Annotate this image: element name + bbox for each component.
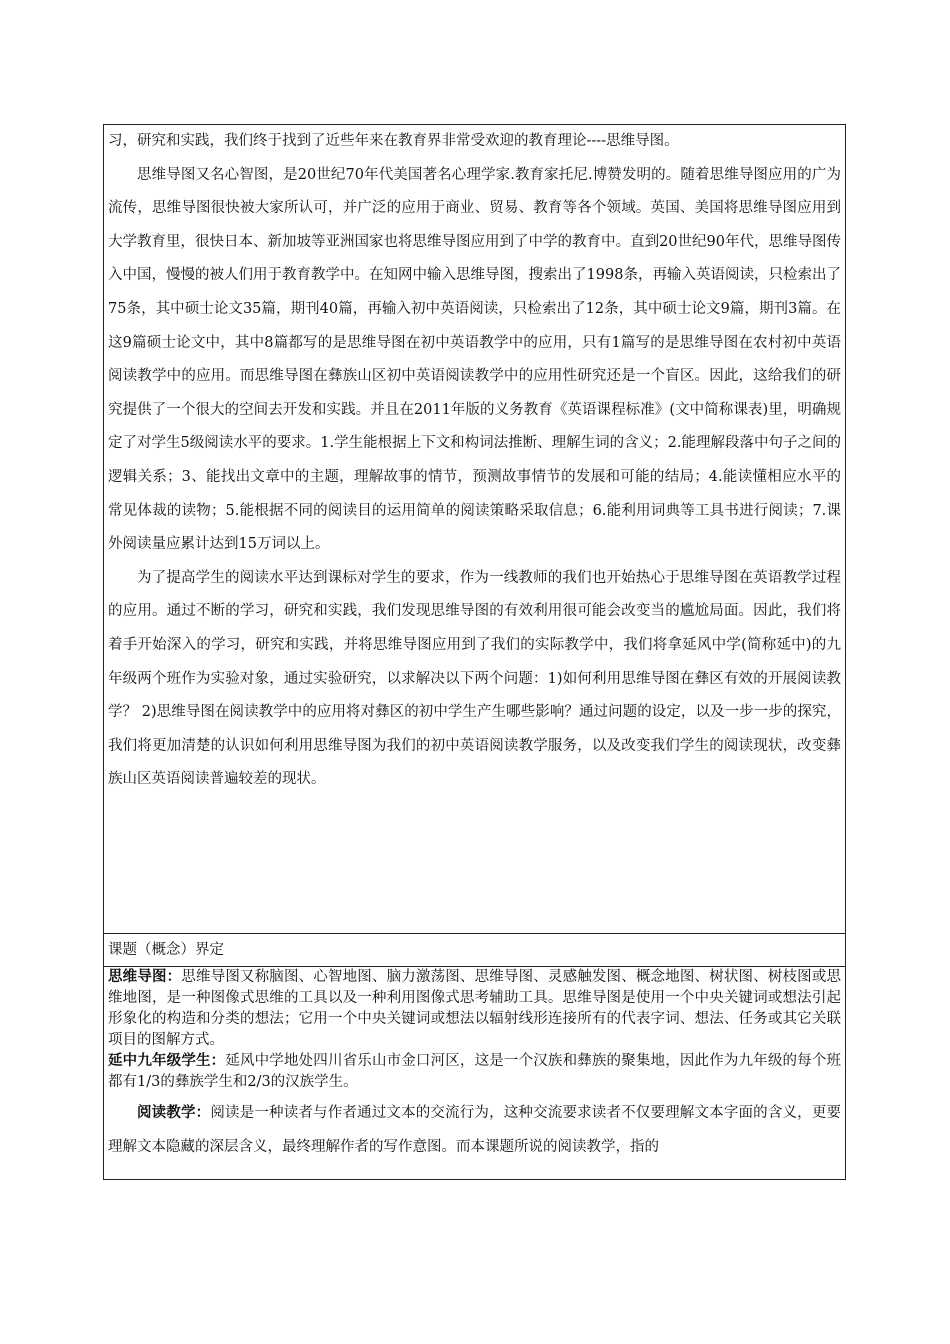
definition-mind-map xyxy=(108,967,841,1051)
definition-text: 阅读是一种读者与作者通过文本的交流行为，这种交流要求读者不仅要理解文本字面的含义，更要理解文本隐藏的深层含义，最终理解作者的写作意图。而本课题所说的阅读教学，指的 xyxy=(108,1105,842,1155)
definition-term: 阅读教学： xyxy=(137,1105,211,1121)
definition-term: 延中九年级学生： xyxy=(108,1053,226,1069)
definition-text: 思维导图又称脑图、心智地图、脑力激荡图、思维导图、灵感触发图、概念地图、树状图、树枝图或思维地图，是一种图像式思维的工具以及一种利用图像式思考辅助工具。思维导图是使用一个中央关键词或想法引起形象化的构造和分类的想法；它用一个中央关键词或想法以辐射线形连接所有的代表字词、想法、任务或其它关联项目的图解方式。 xyxy=(108,969,842,1048)
definitions-row xyxy=(104,967,846,1180)
definition-term: 思维导图： xyxy=(108,969,182,985)
definitions-cell xyxy=(104,967,846,1180)
main-row xyxy=(104,125,846,934)
heading-row xyxy=(104,934,846,967)
paragraph-research-goals: 为了提高学生的阅读水平达到课标对学生的要求，作为一线教师的我们也开始热心于思维导图在英语教学过程的应用。通过不断的学习，研究和实践，我们发现思维导图的有效利用很可能会改变当的尴尬局面。因此，我们将着手开始深入的学习，研究和实践，并将思维导图应用到了我们的实际教学中，我们将拿延风中学(简称延中)的九年级两个班作为实验对象，通过实验研究，以求解决以下两个问题：1)如何利用思维导图在彝区有效的开展阅读教学？ 2)思维导图在阅读教学中的应用将对彝区的初中学生产生哪些影响？通过问题的设定，以及一步一步的探究，我们将更加清楚的认识如何利用思维导图为我们的初中英语阅读教学服务，以及改变我们学生的阅读现状，改变彝族山区英语阅读普遍较差的现状。 xyxy=(108,569,841,788)
main-cell xyxy=(104,125,846,934)
section-heading: 课题（概念）界定 xyxy=(108,942,224,958)
definition-text: 延风中学地处四川省乐山市金口河区，这是一个汉族和彝族的聚集地，因此作为九年级的每个班都有1/3的彝族学生和2/3的汉族学生。 xyxy=(108,1053,842,1090)
paragraph-continuation: 习，研究和实践，我们终于找到了近些年来在教育界非常受欢迎的教育理论----思维导图。 xyxy=(108,133,679,149)
definition-reading-teaching xyxy=(108,1093,841,1164)
document-table xyxy=(103,124,846,1180)
heading-cell xyxy=(104,934,846,967)
definition-students xyxy=(108,1051,841,1093)
paragraph-mind-map-history: 思维导图又名心智图，是20世纪70年代美国著名心理学家.教育家托尼.博赞发明的。随着思维导图应用的广为流传，思维导图很快被大家所认可，并广泛的应用于商业、贸易、教育等各个领域。英国、美国将思维导图应用到大学教育里，很快日本、新加坡等亚洲国家也将思维导图应用到了中学的教育中。直到20世纪90年代，思维导图传入中国，慢慢的被人们用于教育教学中。在知网中输入思维导图，搜索出了1998条，再输入英语阅读，只检索出了75条，其中硕士论文35篇，期刊40篇，再输入初中英语阅读，只检索出了12条，其中硕士论文9篇，期刊3篇。在这9篇硕士论文中，其中8篇都写的是思维导图在初中英语教学中的应用，只有1篇写的是思维导图在农村初中英语阅读教学中的应用。而思维导图在彝族山区初中英语阅读教学中的应用性研究还是一个盲区。因此，这给我们的研究提供了一个很大的空间去开发和实践。并且在2011年版的义务教育《英语课程标准》(文中简称课表)里，明确规定了对学生5级阅读水平的要求。1.学生能根据上下文和构词法推断、理解生词的含义；2.能理解段落中句子之间的逻辑关系；3、能找出文章中的主题，理解故事的情节，预测故事情节的发展和可能的结局；4.能读懂相应水平的常见体裁的读物；5.能根据不同的阅读目的运用简单的阅读策略采取信息；6.能利用词典等工具书进行阅读；7.课外阅读量应累计达到15万词以上。 xyxy=(108,166,841,553)
